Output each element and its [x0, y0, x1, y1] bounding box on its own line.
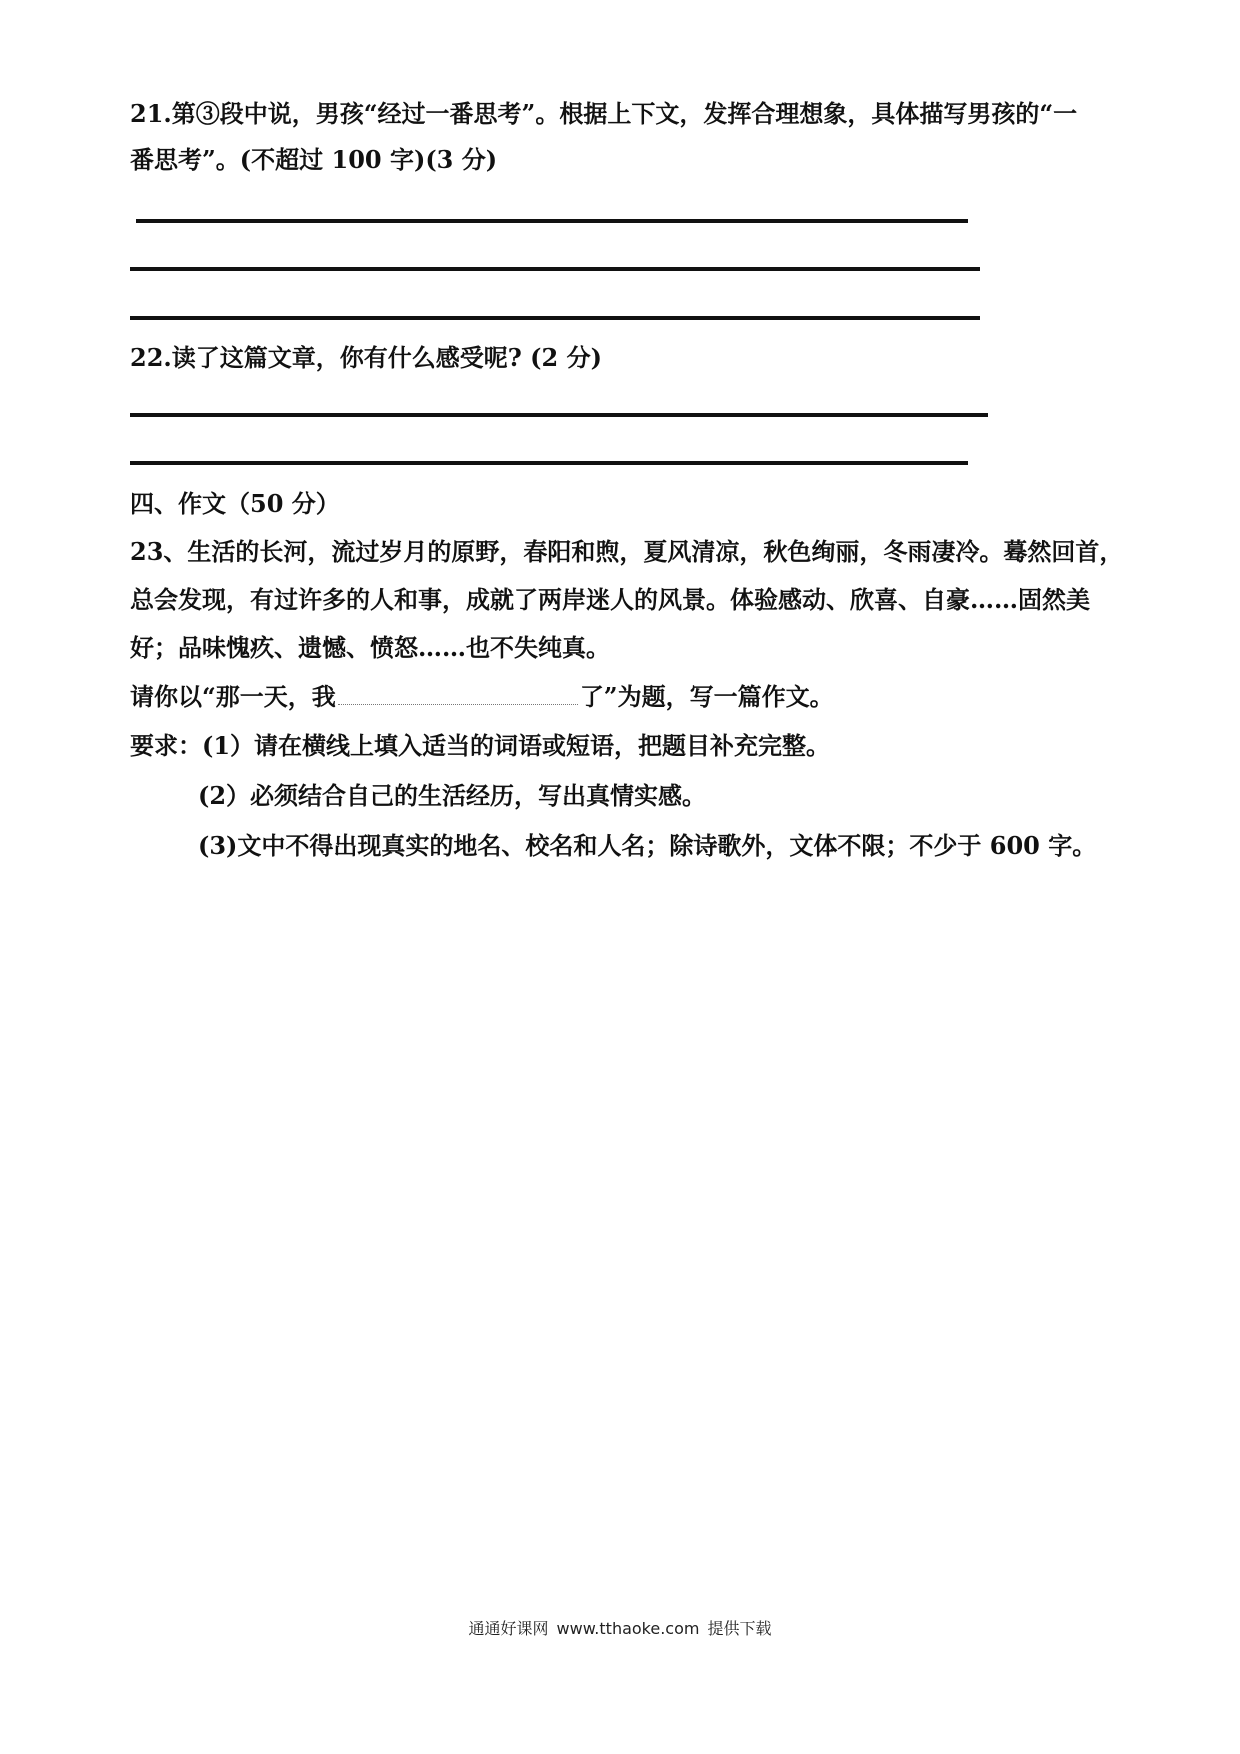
page-footer — [0, 1616, 1240, 1639]
q21-answer-line-1[interactable] — [136, 219, 968, 223]
requirements-line-1 — [130, 731, 831, 760]
requirements-label: 要求： — [130, 731, 202, 760]
requirement-3: (3)文中不得出现真实的地名、校名和人名；除诗歌外，文体不限；不少于 600 字。 — [198, 831, 1097, 860]
requirement-2: (2）必须结合自己的生活经历，写出真情实感。 — [198, 781, 707, 810]
q21-answer-line-3[interactable] — [130, 316, 980, 320]
q22-prompt: 22.读了这篇文章，你有什么感受呢? (2 分) — [130, 343, 602, 372]
essay-title-suffix: 了”为题，写一篇作文。 — [579, 682, 834, 711]
essay-title-prefix: 请你以“那一天，我 — [130, 682, 336, 711]
q21-line-2: 番思考”。(不超过 100 字)(3 分) — [130, 145, 498, 174]
footer-suffix: 提供下载 — [707, 1619, 772, 1638]
q23-line-3: 好；品味愧疚、遗憾、愤怒……也不失纯真。 — [130, 633, 610, 662]
q22-answer-line-2[interactable] — [130, 461, 968, 465]
q23-line-1: 23、生活的长河，流过岁月的原野，春阳和煦，夏风清凉，秋色绚丽，冬雨凄冷。蓦然回首， — [130, 537, 1124, 566]
requirement-1: (1）请在横线上填入适当的词语或短语，把题目补充完整。 — [202, 731, 831, 760]
q22-answer-line-1[interactable] — [130, 413, 988, 417]
q23-line-2: 总会发现，有过许多的人和事，成就了两岸迷人的风景。体验感动、欣喜、自豪……固然美 — [130, 585, 1090, 614]
section-4-heading: 四、作文（50 分） — [130, 489, 340, 518]
essay-title-instruction — [130, 684, 834, 709]
q21-answer-line-2[interactable] — [130, 267, 980, 271]
q21-line-1: 21.第③段中说，男孩“经过一番思考”。根据上下文，发挥合理想象，具体描写男孩的“一 — [130, 99, 1078, 128]
footer-site-name: 通通好课网 — [468, 1619, 549, 1638]
essay-title-blank[interactable] — [338, 684, 578, 705]
footer-site-url: www.tthaoke.com — [556, 1619, 700, 1638]
